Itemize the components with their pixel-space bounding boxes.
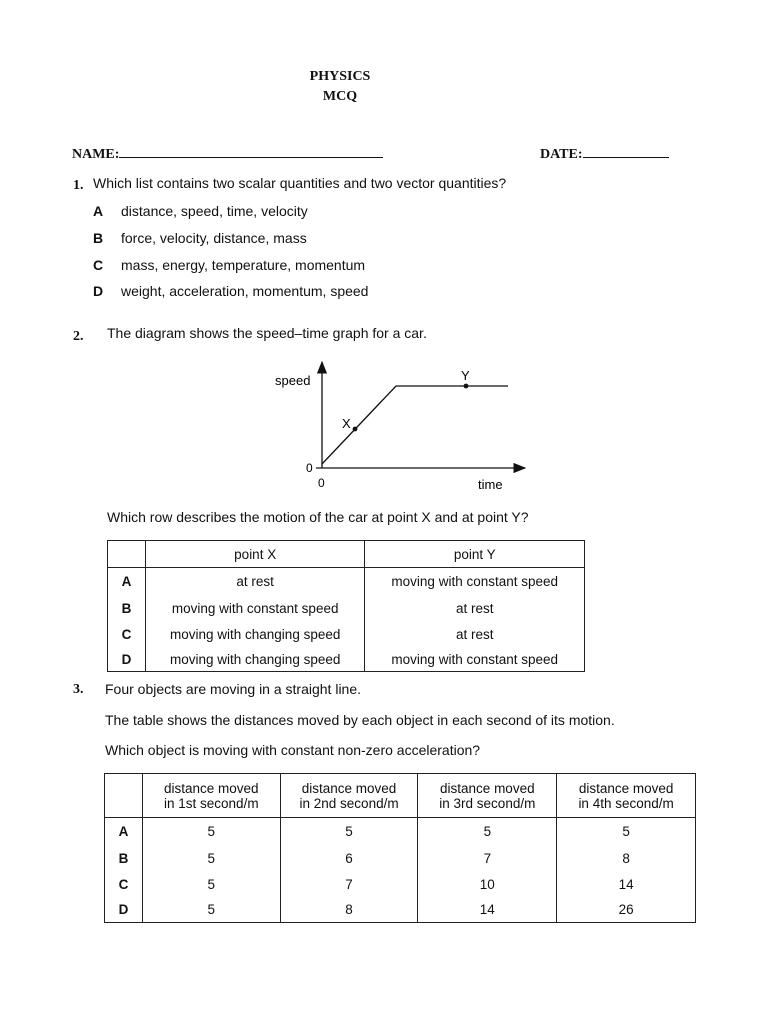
row-letter: A	[108, 568, 146, 596]
row-letter: C	[105, 872, 143, 898]
name-label: NAME:	[72, 147, 120, 162]
question-1-option-a	[93, 203, 308, 219]
option-letter: C	[93, 257, 104, 273]
option-text: force, velocity, distance, mass	[121, 230, 307, 246]
name-field	[72, 145, 383, 163]
date-field	[540, 145, 669, 163]
table-cell: moving with constant speed	[365, 648, 585, 672]
table-cell: 5	[142, 872, 280, 898]
header-line: in 2nd second/m	[299, 795, 399, 811]
question-3-text-1: Four objects are moving in a straight line.	[105, 681, 362, 697]
question-3-text-3: Which object is moving with constant non-zero acceleration?	[105, 742, 481, 758]
table-cell: 5	[418, 818, 557, 846]
table-cell: 8	[557, 846, 696, 872]
date-label: DATE:	[540, 147, 583, 162]
header-line: in 1st second/m	[164, 795, 259, 811]
table-header-cell: point X	[145, 541, 365, 568]
option-letter: D	[93, 283, 104, 299]
table-cell: 14	[557, 872, 696, 898]
table-cell: 5	[280, 818, 418, 846]
row-letter: D	[105, 898, 143, 923]
y-axis-label: speed	[275, 373, 311, 388]
date-blank-line	[583, 145, 669, 158]
x-axis-label: time	[478, 477, 503, 492]
header-line: in 4th second/m	[578, 795, 674, 811]
question-2-prompt: Which row describes the motion of the car at point X and at point Y?	[107, 509, 529, 525]
table-row	[105, 898, 696, 923]
table-header-cell	[418, 774, 557, 818]
header-line: distance moved	[578, 780, 674, 796]
table-cell: 14	[418, 898, 557, 923]
question-3-text-2: The table shows the distances moved by each object in each second of its motion.	[105, 712, 615, 728]
table-cell: 10	[418, 872, 557, 898]
table-row	[105, 872, 696, 898]
name-blank-line	[119, 145, 383, 158]
table-row	[108, 648, 585, 672]
point-x-label: X	[342, 416, 351, 431]
table-header-cell: point Y	[365, 541, 585, 568]
table-cell: 26	[557, 898, 696, 923]
table-cell: 5	[142, 818, 280, 846]
table-cell: 5	[557, 818, 696, 846]
question-1-text: Which list contains two scalar quantities and two vector quantities?	[93, 175, 507, 191]
table-header-cell	[557, 774, 696, 818]
question-3-table	[104, 773, 696, 923]
question-2-number: 2.	[73, 329, 84, 344]
question-1-number: 1.	[73, 178, 84, 193]
table-row	[105, 846, 696, 872]
table-cell: 6	[280, 846, 418, 872]
question-2-table	[107, 540, 585, 672]
row-letter: A	[105, 818, 143, 846]
table-header-row	[108, 541, 585, 568]
option-letter: A	[93, 203, 104, 219]
table-header-cell	[108, 541, 146, 568]
question-3-number: 3.	[73, 682, 84, 697]
table-cell: at rest	[365, 622, 585, 648]
table-header-row	[105, 774, 696, 818]
type-title: MCQ	[322, 89, 358, 104]
header-line: distance moved	[164, 780, 259, 796]
origin-x-label: 0	[318, 476, 325, 490]
table-header-cell	[105, 774, 143, 818]
table-cell: 8	[280, 898, 418, 923]
origin-y-label: 0	[306, 461, 313, 475]
row-letter: C	[108, 622, 146, 648]
question-1-option-c	[93, 257, 365, 273]
table-cell: at rest	[145, 568, 365, 596]
option-text: weight, acceleration, momentum, speed	[121, 283, 369, 299]
option-text: distance, speed, time, velocity	[121, 203, 308, 219]
subject-title: PHYSICS	[309, 69, 371, 84]
table-cell: at rest	[365, 596, 585, 622]
table-row	[108, 568, 585, 596]
table-header-cell	[280, 774, 418, 818]
table-row	[108, 622, 585, 648]
row-letter: D	[108, 648, 146, 672]
option-letter: B	[93, 230, 104, 246]
table-cell: moving with changing speed	[145, 622, 365, 648]
row-letter: B	[105, 846, 143, 872]
table-cell: moving with changing speed	[145, 648, 365, 672]
header-line: in 3rd second/m	[439, 795, 536, 811]
row-letter: B	[108, 596, 146, 622]
option-text: mass, energy, temperature, momentum	[121, 257, 366, 273]
header-line: distance moved	[301, 780, 397, 796]
table-cell: moving with constant speed	[145, 596, 365, 622]
point-y-label: Y	[461, 368, 470, 383]
table-cell: 7	[280, 872, 418, 898]
point-x-marker	[353, 427, 358, 432]
header-line: distance moved	[440, 780, 535, 796]
page-title	[270, 67, 410, 107]
speed-time-graph	[260, 350, 540, 500]
question-1-option-b	[93, 230, 307, 246]
table-header-cell	[142, 774, 280, 818]
table-cell: 7	[418, 846, 557, 872]
point-y-marker	[464, 384, 469, 389]
table-cell: 5	[142, 846, 280, 872]
table-row	[108, 596, 585, 622]
question-2-text: The diagram shows the speed–time graph for a car.	[107, 325, 427, 341]
question-1-option-d	[93, 283, 368, 299]
table-cell: 5	[142, 898, 280, 923]
table-cell: moving with constant speed	[365, 568, 585, 596]
table-row	[105, 818, 696, 846]
